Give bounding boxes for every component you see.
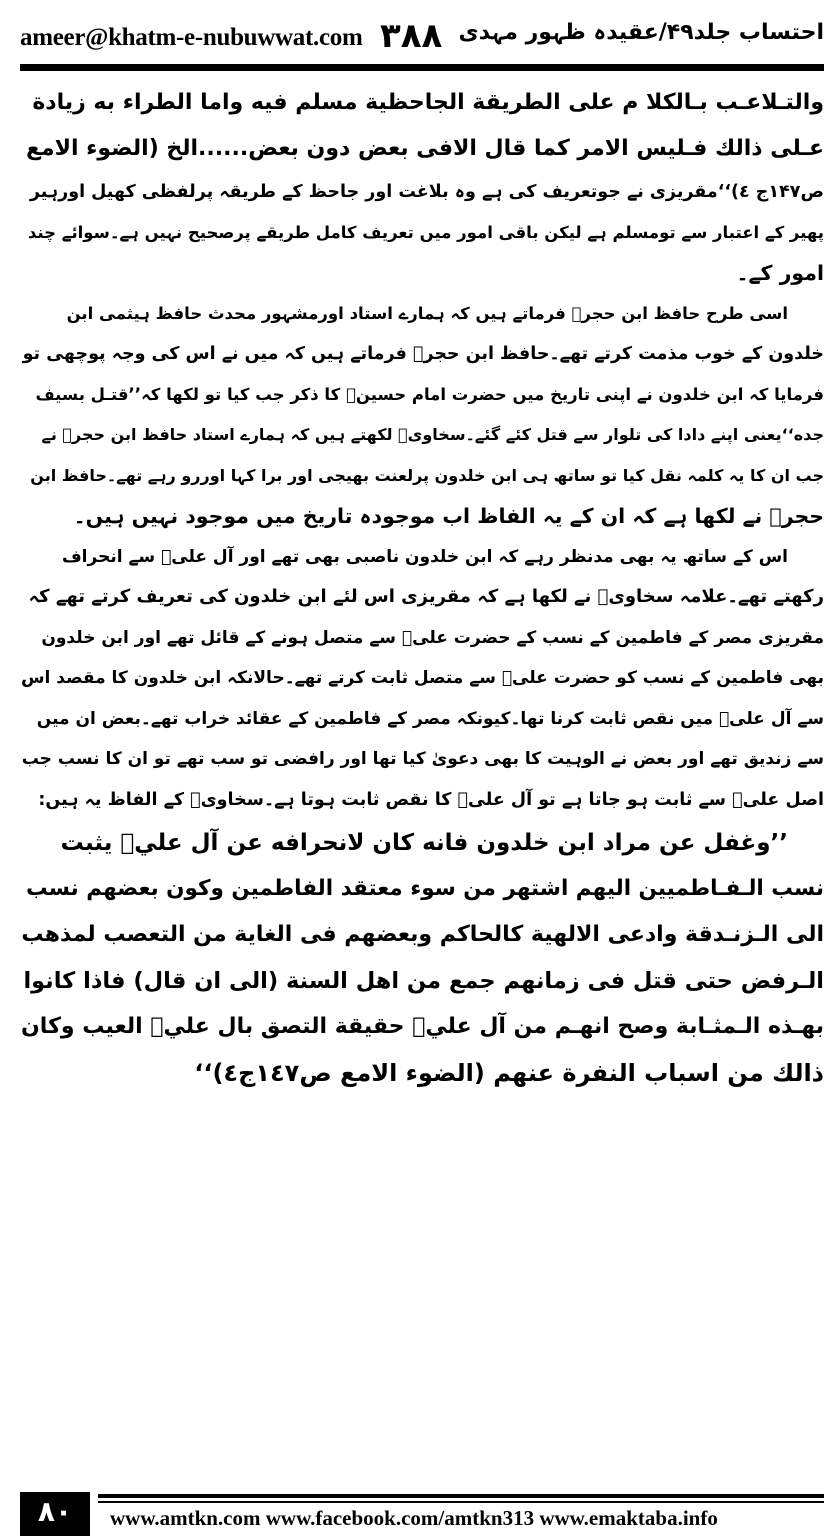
footer-rule-thin	[98, 1501, 824, 1503]
header-title: احتساب جلد۴۹/عقیدہ ظہور مہدی	[458, 20, 824, 45]
text-line: فرمایا کہ ابن خلدون نے اپنی تاریخ میں حضرت امام حسینؓ کا ذکر جب کیا تو لکھا کہ’’قتـل بسيف	[35, 384, 824, 404]
paragraph-ur	[20, 537, 824, 821]
text-line: بهـذه الـمثـابة وصح انهـم من آل عليؓ حقيقة التصق بال عليؓ العيب وكان	[21, 1014, 824, 1039]
text-line: ’’وغفل عن مراد ابن خلدون فانه كان لانحرافه عن آل عليؓ يثبت	[60, 830, 788, 856]
text-line: الى الـزنـدقة وادعى الالهية كالحاكم وبعضهم فى الغاية من التعصب لمذهب	[21, 922, 824, 947]
text-line: نسب الـفـاطميين اليهم اشتهر من سوء معتقد الفاطمين وكون بعضهم نسب	[26, 876, 824, 901]
text-line: اصل علیؓ سے ثابت ہو جاتا ہے تو آل علیؓ کا نقص ثابت ہوتا ہے۔سخاویؒ کے الفاظ یہ ہیں:	[38, 789, 824, 810]
header-page-number: ۳۸۸	[380, 16, 443, 56]
text-line: اسی طرح حافظ ابن حجرؒ فرماتے ہیں کہ ہمارے استاد اورمشہور محدث حافظ ہیثمی ابن	[66, 303, 788, 323]
text-line: حجرؒ نے لکھا ہے کہ ان کے یہ الفاظ اب موجودہ تاریخ میں موجود نہیں ہیں۔	[73, 504, 824, 528]
text-line: خلدون کے خوب مذمت کرتے تھے۔حافظ ابن حجرؒ فرماتے ہیں کہ میں نے اس کی وجہ پوچھی تو	[22, 344, 824, 364]
text-line: والتـلاعـب بـالكلا م على الطريقة الجاحظية مسلم فيه واما الطراء به زيادة	[32, 90, 824, 115]
text-line: الـرفض حتى قتل فى زمانهم جمع من اهل السنة (الى ان قال) فاذا كانوا	[23, 968, 824, 994]
text-line: اس کے ساتھ یہ بھی مدنظر رہے کہ ابن خلدون ناصبی بھی تھے اور آل علیؓ سے انحراف	[61, 546, 788, 567]
text-line: مقریزی مصر کے فاطمین کے نسب کے حضرت علیؓ سے متصل ہونے کے قائل تھے اور ابن خلدون	[41, 627, 824, 648]
paragraph-ar	[20, 866, 824, 1096]
footer-page-number: ۸۰	[20, 1492, 90, 1536]
paragraph-ar	[20, 820, 824, 866]
footer-urls: www.amtkn.com www.facebook.com/amtkn313 www.emaktaba.info	[110, 1506, 718, 1530]
paragraph-ar	[20, 80, 824, 172]
text-line: امور کے۔	[736, 261, 824, 285]
text-line: جب ان کا یہ کلمہ نقل کیا تو ساتھ ہی ابن خلدون پرلعنت بھیجی اور برا کہا اوررو رہے تھے۔حافظ ابن	[30, 465, 824, 485]
paragraph-ur	[20, 172, 824, 294]
body-text	[20, 80, 824, 1096]
page-footer	[20, 1492, 824, 1536]
footer-rule-thick	[98, 1494, 824, 1498]
text-line: سے زندیق تھے اور بعض نے الوہیت کا بھی دعویٰ کیا تھا اور رافضی تو سب تھے تو ان کا نسب جب	[21, 749, 824, 769]
text-line: بھی فاطمین کے نسب کو حضرت علیؓ سے متصل ثابت کرتے تھے۔حالانکہ ابن خلدون کا مقصد اس	[21, 668, 824, 688]
text-line: جده‘‘یعنی اپنے دادا کی تلوار سے قتل کئے گئے۔سخاویؒ لکھتے ہیں کہ ہمارے استاد حافظ ابن حجرؒ نے	[41, 425, 824, 444]
header-rule	[20, 64, 824, 71]
text-line: عـلى ذالك فـليس الامر كما قال الافى بعض دون بعض......الخ (الضوء الامع	[25, 136, 824, 161]
text-line: پھیر کے اعتبار سے تومسلم ہے لیکن باقی امور میں تعریف کامل طریقے پرصحیح نہیں ہے۔سوائے چند	[27, 222, 824, 242]
paragraph-ur	[20, 294, 824, 537]
text-line: رکھتے تھے۔علامہ سخاویؒ نے لکھا ہے کہ مقریزی اس لئے ابن خلدون کی تعریف کرتے تھے کہ	[28, 586, 824, 607]
header-email: ameer@khatm-e-nubuwwat.com	[20, 24, 363, 51]
text-line: ذالك من اسباب النفرة عنهم (الضوء الامع ص١٤٧ج٤)‘‘	[194, 1059, 824, 1087]
text-line: سے آل علیؓ میں نقص ثابت کرنا تھا۔کیونکہ مصر کے فاطمین کے عقائد خراب تھے۔بعض ان میں	[36, 708, 824, 729]
text-line: ص۱۴۷ج ٤)‘‘مقریزی نے جوتعریف کی ہے وہ بلاغت اور جاحظ کے طریقہ پرلفظی کھیل اورہیر	[29, 182, 824, 202]
page-header	[20, 14, 824, 64]
